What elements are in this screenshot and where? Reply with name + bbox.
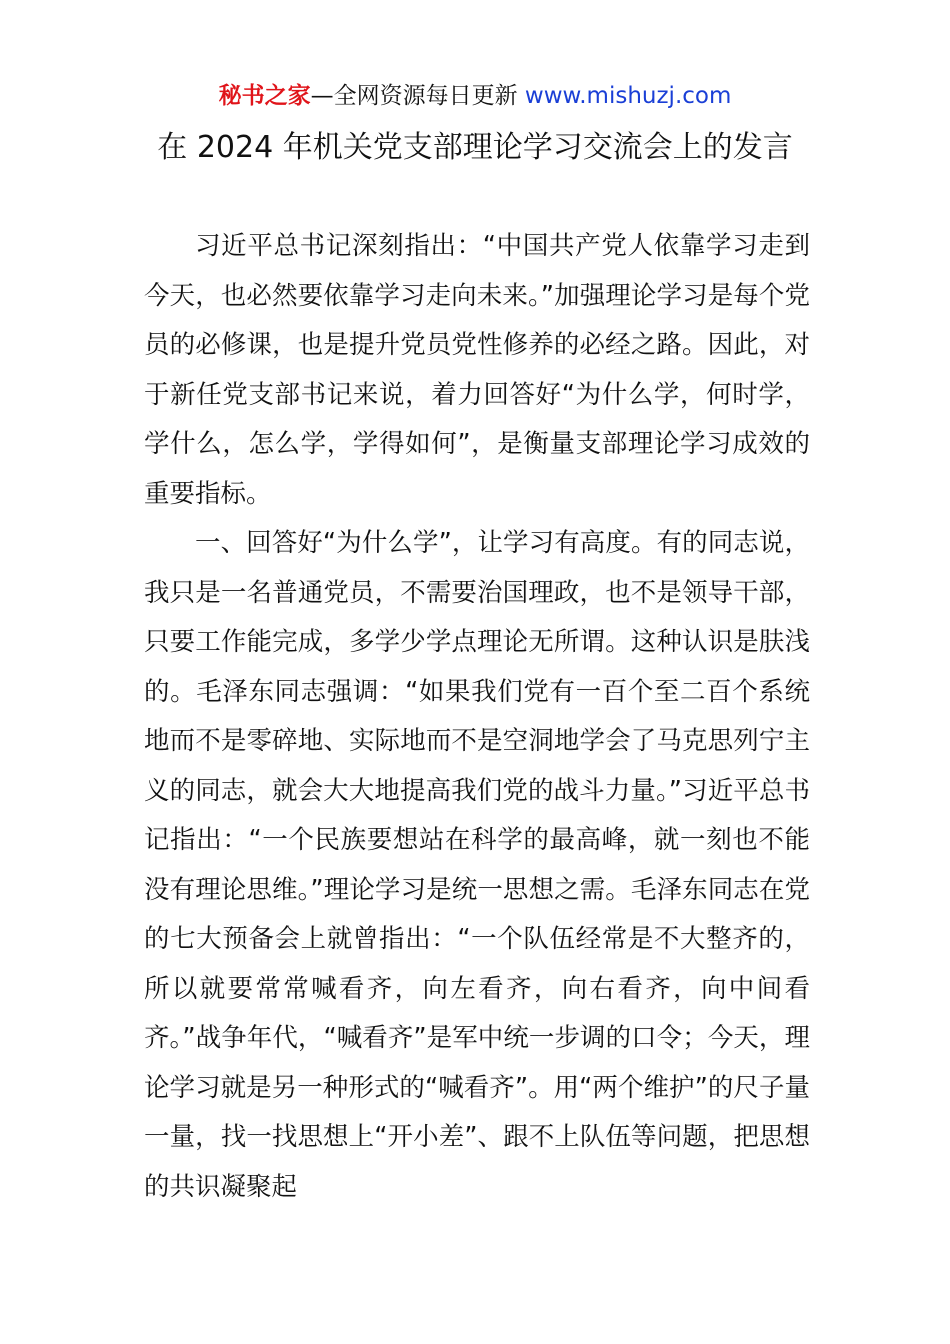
paragraph-intro: 习近平总书记深刻指出：“中国共产党人依靠学习走到今天，也必然要依靠学习走向未来。”加强理论学习是每个党员的必修课，也是提升党员党性修养的必经之路。因此，对于新任党支部书记来说，着力回答好“为什么学，何时学，学什么，怎么学，学得如何”，是衡量支部理论学习成效的重要指标。: [144, 231, 810, 509]
document-body: [144, 222, 810, 1212]
brand-name: 秘书之家: [218, 83, 311, 109]
site-tagline: —全网资源每日更新: [310, 83, 525, 109]
document-title: 在 2024 年机关党支部理论学习交流会上的发言: [157, 130, 793, 165]
site-header: [0, 80, 950, 112]
paragraph-section-one: 一、回答好“为什么学”，让学习有高度。有的同志说，我只是一名普通党员，不需要治国理政，也不是领导干部，只要工作能完成，多学少学点理论无所谓。这种认识是肤浅的。毛泽东同志强调：“如果我们党有一百个至二百个系统地而不是零碎地、实际地而不是空洞地学会了马克思列宁主义的同志，就会大大地提高我们党的战斗力量。”习近平总书记指出：“一个民族要想站在科学的最高峰，就一刻也不能没有理论思维。”理论学习是统一思想之需。毛泽东同志在党的七大预备会上就曾指出：“一个队伍经常是不大整齐的，所以就要常常喊看齐，向左看齐，向右看齐，向中间看齐。”战争年代，“喊看齐”是军中统一步调的口令；今天，理论学习就是另一种形式的“喊看齐”。用“两个维护”的尺子量一量，找一找思想上“开小差”、跟不上队伍等问题，把思想的共识凝聚起: [144, 528, 810, 1202]
site-url-link[interactable]: www.mishuzj.com: [524, 83, 732, 109]
